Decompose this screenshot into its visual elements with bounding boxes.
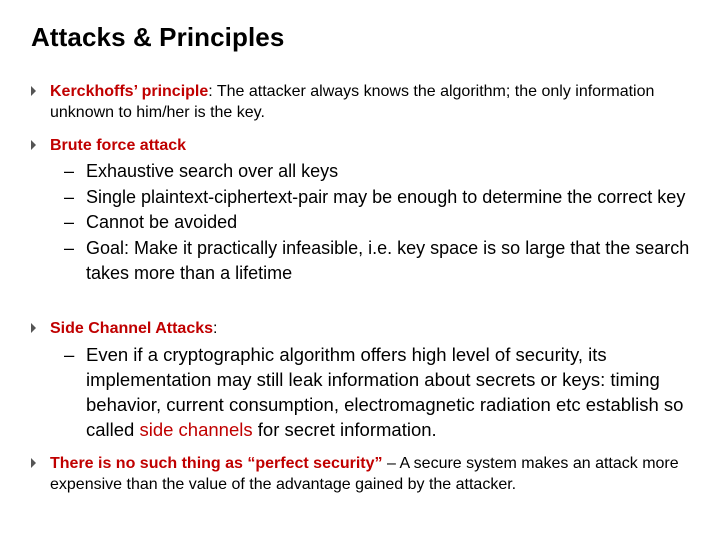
sub-item xyxy=(64,159,696,185)
bullet-text: – A secure system makes an attack more expensive than the value of the advantage gained by the attacker. xyxy=(50,455,679,493)
bullet-text: : The attacker always knows the algorithm; the only information unknown to him/her is the key. xyxy=(50,83,655,121)
sub-item-text: Cannot be avoided xyxy=(86,212,238,232)
sub-item-text-end: for secret information. xyxy=(252,419,437,440)
side-channels-highlight: side channels xyxy=(139,419,253,440)
sub-item-text: Even if a cryptographic algorithm offers high level of security, its implementation may still leak information about secrets or keys: timing behavior, current consumption, electromagnetic radiation etc establish so called xyxy=(86,344,684,440)
sub-item-text: Exhaustive search over all keys xyxy=(86,161,339,181)
bullet-text: : xyxy=(213,320,218,337)
sub-item-text: Goal: Make it practically infeasible, i.e. key space is so large that the search takes more than a lifetime xyxy=(86,237,690,283)
sub-item xyxy=(64,236,696,287)
bullet-heading: Brute force attack xyxy=(50,137,187,154)
sub-item xyxy=(64,342,696,442)
bullet-heading: Kerckhoffs’ principle xyxy=(50,83,209,100)
dash-marker: – xyxy=(64,161,75,181)
bullet-brute-force xyxy=(31,135,691,287)
bullet-arrow-icon xyxy=(31,140,36,150)
sub-item xyxy=(64,210,696,236)
bullet-arrow-icon xyxy=(31,323,36,333)
bullet-arrow-icon xyxy=(31,86,36,96)
sub-item xyxy=(64,185,696,211)
bullet-perfect-security xyxy=(31,453,691,495)
bullet-heading: There is no such thing as “perfect security” xyxy=(50,455,383,472)
dash-marker: – xyxy=(64,237,75,258)
slide-title: Attacks & Principles xyxy=(31,22,285,52)
bullet-kerckhoffs xyxy=(31,81,691,123)
sub-item-text: Single plaintext-ciphertext-pair may be enough to determine the correct key xyxy=(86,186,686,207)
dash-marker: – xyxy=(64,186,75,207)
bullet-arrow-icon xyxy=(31,458,36,468)
dash-marker: – xyxy=(64,212,75,232)
bullet-heading: Side Channel Attacks xyxy=(50,320,214,337)
bullet-side-channel xyxy=(31,318,691,442)
dash-marker: – xyxy=(64,344,75,365)
